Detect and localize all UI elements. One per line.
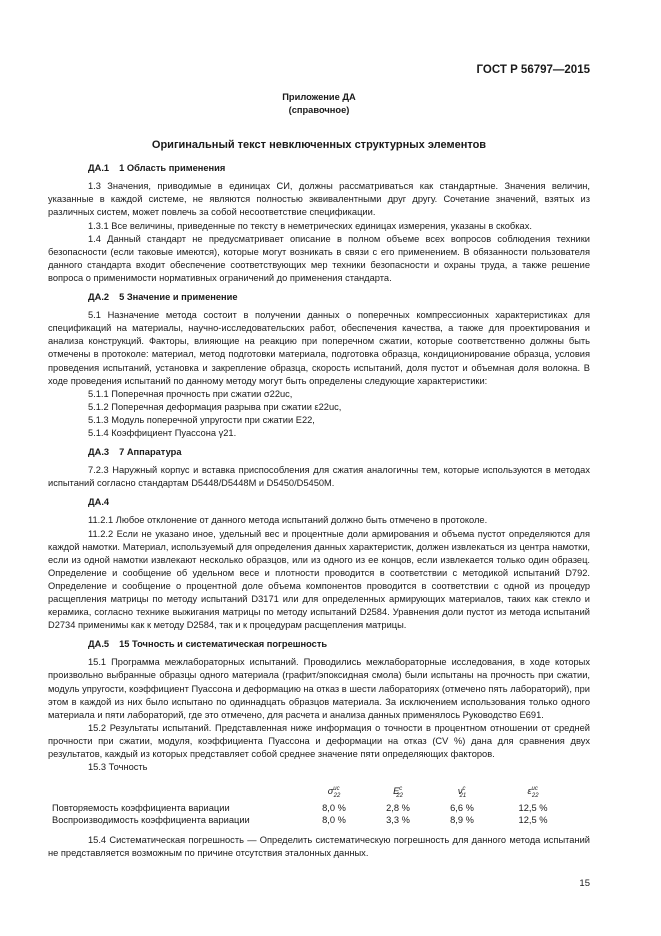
paragraph: 1.3 Значения, приводимые в единицах СИ, должны рассматриваться как стандартные. Значения величин, указанные в каждой системе, не являются полностью эквивалентными друг другу. Сочетание значений, взятых из различных систем, может повлечь за собой несоответствие спецификации. xyxy=(48,181,590,218)
paragraph: 1.3.1 Все величины, приведенные по тексту в неметрических единицах измерения, указаны в скобках. xyxy=(88,220,532,231)
subscript: 22 xyxy=(333,793,341,800)
section-title: 1 Область применения xyxy=(119,163,226,174)
table-header-blank xyxy=(52,782,302,802)
table-cell: 2,8 % xyxy=(386,803,410,814)
paragraph: 15.1 Программа межлабораторных испытаний. Проводились межлабораторные исследования, в ходе которых произвольно выбранные образцы одного материала (графит/эпоксидная смола) были испытаны на прочность при сжатии, модуль упругости, коэффициент Пуассона и деформацию на отказ в шести лабораториях (отмечено пять лабораторий), при этом в каждой из них было испытано по одиннадцать образцов материала. За исключением использования только одного материала и пяти лабораторий, где это отмечено, для расчета и анализа данных применялось Руководство E691. xyxy=(48,657,590,720)
row-label: Повторяемость коэффициента вариации xyxy=(52,803,230,814)
paragraph-15-4: 15.4 Систематическая погрешность — Определить систематическую погрешность для данного метода испытаний не представляется возможным по причине отсутствия эталонных данных. xyxy=(48,835,590,859)
paragraph: 5.1.3 Модуль поперечной упругости при сжатии E22, xyxy=(88,414,315,425)
paragraph: 11.2.1 Любое отклонение от данного метода испытаний должно быть отмечено в протоколе. xyxy=(88,515,488,526)
table-cell: 12,5 % xyxy=(518,815,548,826)
table-cell: 3,3 % xyxy=(386,815,410,826)
section-heading xyxy=(48,496,590,509)
table-column-header xyxy=(302,782,366,802)
paragraph: 5.1.4 Коэффициент Пуассона γ21. xyxy=(88,427,237,438)
appendix-type: (справочное) xyxy=(288,105,350,116)
symbol: ν xyxy=(457,786,463,797)
document-id: ГОСТ Р 56797—2015 xyxy=(476,64,590,76)
section xyxy=(48,162,590,285)
section xyxy=(48,291,590,440)
paragraph: 15.2 Результаты испытаний. Представленная ниже информация о точности в процентном отношении от средней прочности при сжатии, модуля, коэффициента Пуассона и деформации на отказ (CV %) дана для сравнения двух результатов, каждый из которых представляет собой среднее значение пяти определяющих факторов. xyxy=(48,722,590,760)
superscript: c xyxy=(399,786,403,793)
paragraph: 15.3 Точность xyxy=(88,762,148,773)
paragraph: 11.2.2 Если не указано иное, удельный вес и процентные доли армирования и объема пустот определяются для каждой намотки. Материал, используемый для определения данных характеристик, должен извлекаться из центра намотки, если из одной намотки извлекают несколько образцов, или из одного из ее концов, если извлекается только один образец. Определение и сообщение об удельном весе и плотности проводится в соответствии с методикой испытаний D792. Определение и сообщение о процентной доле объема компонентов проводится в соответствии с одной из процедур расщепления матрицы по методу испытаний D3171 или для определенных армирующих материалов, таких как стекло и керамика, согласно технике выжигания матрицы по методу испытаний D2584. Уравнения доли пустот из метода испытаний D2734 применимы как к методу D2584, так и к процедурам расщепления матрицы. xyxy=(48,528,590,631)
table-cell: 12,5 % xyxy=(518,803,548,814)
table-column-header xyxy=(430,782,494,802)
subscript: 22 xyxy=(396,793,403,800)
paragraph: 5.1.1 Поперечная прочность при сжатии σ22uc, xyxy=(88,388,293,399)
precision-table xyxy=(52,782,572,826)
table-cell: 8,0 % xyxy=(322,815,346,826)
table-cell: 8,0 % xyxy=(322,803,346,814)
document-page xyxy=(48,64,590,860)
subscript: 21 xyxy=(459,793,467,800)
table-row xyxy=(52,802,572,814)
page-number: 15 xyxy=(579,878,590,889)
table-cell: 8,9 % xyxy=(450,815,474,826)
symbol: σ xyxy=(327,786,334,797)
subscript: 22 xyxy=(531,793,539,800)
superscript: uc xyxy=(333,786,340,793)
section-title: 15 Точность и систематическая погрешность xyxy=(119,639,328,650)
section-title: 5 Значение и применение xyxy=(119,292,238,303)
symbol: E xyxy=(393,786,400,797)
paragraph: 5.1 Назначение метода состоит в получении данных о поперечных компрессионных характеристиках для спецификаций на материалы, научно-исследовательских работ, обеспечения качества, а также для проектирования и анализа конструкций. Факторы, влияющие на реакцию при поперечном сжатии, которые соответственно должны быть отмечены в протоколе: материал, метод подготовки материала, подготовка образца, кондиционирование образца, условия проведения испытаний, установка и закрепление образца, скорость испытаний, доля пустот и объемная доля волокна. В ходе проведения испытаний по данному методу могут быть определены следующие характеристики: xyxy=(48,310,590,386)
section-heading xyxy=(48,162,590,175)
paragraph: 5.1.2 Поперечная деформация разрыва при сжатии ε22uc, xyxy=(88,401,342,412)
section-number: ДА.5 xyxy=(88,639,110,650)
section-title: 7 Аппаратура xyxy=(119,447,182,458)
appendix-label: Приложение ДА xyxy=(282,92,356,103)
section-heading xyxy=(48,446,590,459)
paragraph: 7.2.3 Наружный корпус и вставка приспособления для сжатия аналогичны тем, которые используются в методах испытаний согласно стандартам D5448/D5448M и D5450/D5450M. xyxy=(48,465,590,489)
section xyxy=(48,496,590,632)
section-heading xyxy=(48,638,590,651)
table-cell: 6,6 % xyxy=(450,803,474,814)
table-column-header xyxy=(366,782,430,802)
table-column-header xyxy=(494,782,572,802)
section-number: ДА.1 xyxy=(88,163,110,174)
section-number: ДА.4 xyxy=(88,497,110,508)
page-title: Оригинальный текст невключенных структурных элементов xyxy=(151,139,487,152)
section-number: ДА.3 xyxy=(88,447,110,458)
symbol: ε xyxy=(527,786,532,797)
superscript: c xyxy=(462,786,466,793)
section xyxy=(48,638,590,774)
paragraph: 1.4 Данный стандарт не предусматривает описание в полном объеме всех вопросов соблюдения техники безопасности (если таковые имеются), которые могут возникать в связи с его применением. В обязанности пользователя данного стандарта входит обеспечение соответствующих мер техники безопасности и охраны труда, а также решение вопроса о применимости нормативных ограничений до применения стандарта. xyxy=(48,233,590,283)
table-row xyxy=(52,814,572,826)
sections xyxy=(48,162,590,774)
section-number: ДА.2 xyxy=(88,292,110,303)
row-label: Воспроизводимость коэффициента вариации xyxy=(52,815,250,826)
superscript: uc xyxy=(531,786,538,793)
section xyxy=(48,446,590,490)
section-heading xyxy=(48,291,590,304)
